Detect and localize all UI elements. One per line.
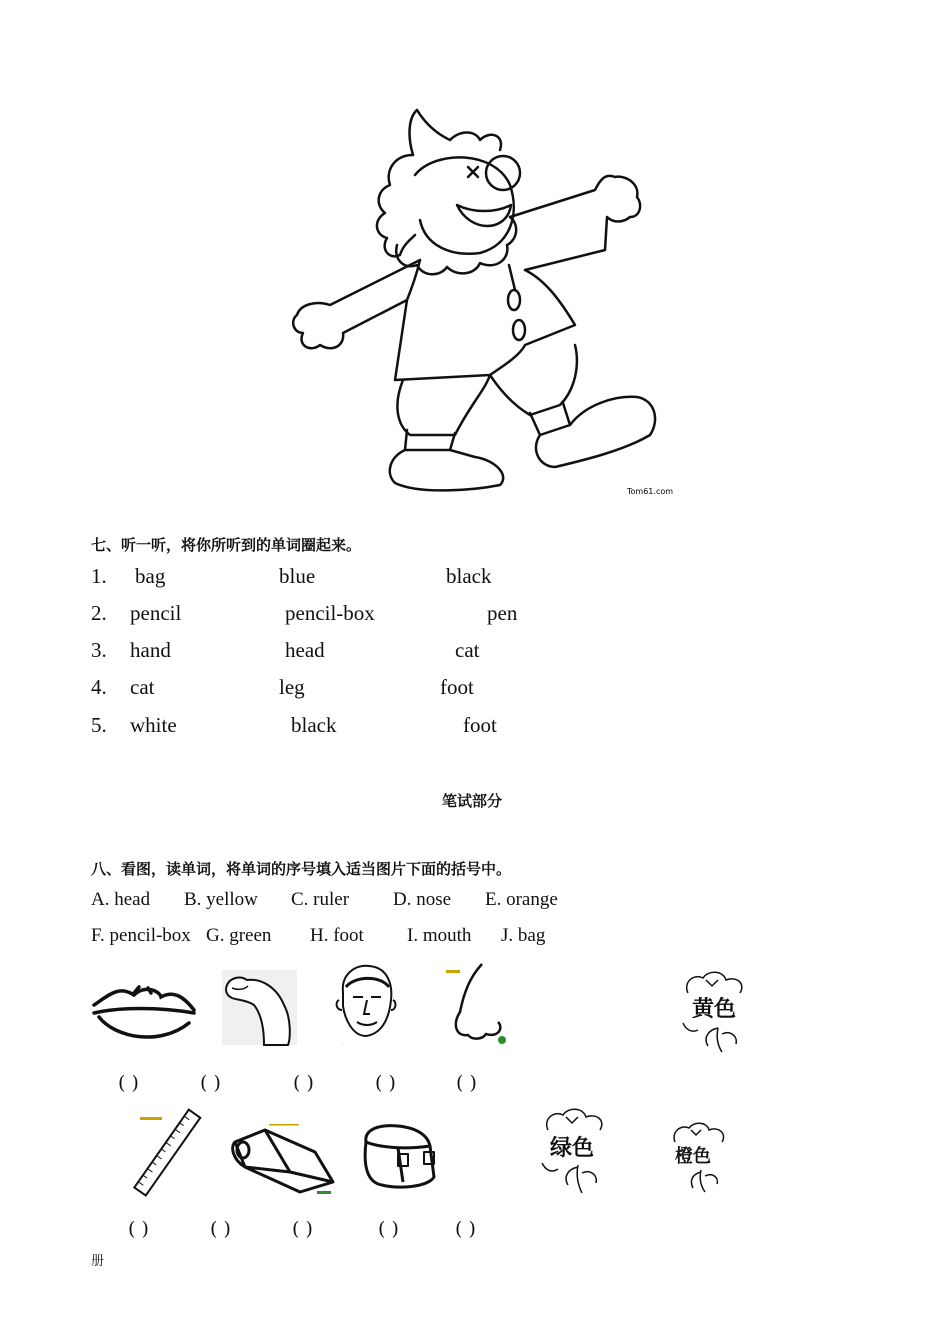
listen-word-foot[interactable]: foot bbox=[440, 675, 474, 699]
option-b: B. yellow bbox=[184, 889, 258, 910]
listen-word-blue[interactable]: blue bbox=[279, 564, 316, 588]
listen-row-4-number: 4. bbox=[91, 675, 107, 699]
answer-paren-4[interactable]: ( ) bbox=[375, 1072, 396, 1094]
footer-text: 册 bbox=[91, 1254, 105, 1269]
answer-paren-7[interactable]: ( ) bbox=[210, 1218, 231, 1240]
flower-yellow-label: 黄色 bbox=[692, 997, 737, 1022]
mouth-picture bbox=[89, 975, 199, 1045]
option-g: G. green bbox=[206, 925, 272, 946]
listen-row-5-number: 5. bbox=[91, 713, 107, 737]
listen-word-head[interactable]: head bbox=[285, 638, 325, 662]
listen-word-cat-2[interactable]: cat bbox=[130, 675, 155, 699]
written-part-title: 笔试部分 bbox=[442, 792, 503, 810]
listen-word-pencil-box[interactable]: pencil-box bbox=[285, 601, 375, 625]
listen-row-2-number: 2. bbox=[91, 601, 107, 625]
listen-word-cat[interactable]: cat bbox=[455, 638, 480, 662]
flower-green-picture bbox=[538, 1105, 618, 1195]
flower-orange-picture bbox=[667, 1120, 737, 1195]
bag-picture bbox=[358, 1122, 443, 1192]
head-picture bbox=[331, 962, 401, 1047]
option-c: C. ruler bbox=[291, 889, 350, 910]
answer-paren-2[interactable]: ( ) bbox=[200, 1072, 221, 1094]
listen-row-3-number: 3. bbox=[91, 638, 107, 662]
ruler-picture bbox=[130, 1105, 205, 1200]
answer-paren-10[interactable]: ( ) bbox=[455, 1218, 476, 1240]
nose-picture bbox=[442, 962, 522, 1047]
pencil-box-picture bbox=[225, 1122, 340, 1197]
listen-word-leg[interactable]: leg bbox=[279, 675, 305, 699]
option-i: I. mouth bbox=[407, 925, 472, 946]
svg-text:.: . bbox=[343, 1040, 345, 1045]
section7-heading: 七、听一听，将你所听到的单词圈起来。 bbox=[91, 536, 362, 554]
listen-word-pen[interactable]: pen bbox=[487, 601, 518, 625]
listen-word-black-2[interactable]: black bbox=[291, 713, 337, 737]
flower-yellow-picture bbox=[678, 968, 758, 1053]
option-a: A. head bbox=[91, 889, 151, 910]
listen-word-pencil[interactable]: pencil bbox=[130, 601, 182, 625]
listen-word-foot-2[interactable]: foot bbox=[463, 713, 497, 737]
answer-paren-1[interactable]: ( ) bbox=[118, 1072, 139, 1094]
listen-word-bag[interactable]: bag bbox=[135, 564, 166, 588]
clown-illustration bbox=[285, 105, 685, 505]
answer-paren-9[interactable]: ( ) bbox=[378, 1218, 399, 1240]
section8-heading: 八、看图，读单词，将单词的序号填入适当图片下面的括号中。 bbox=[91, 860, 512, 878]
listen-word-white[interactable]: white bbox=[130, 713, 177, 737]
clown-watermark: Tom61.com bbox=[627, 487, 674, 496]
option-j: J. bag bbox=[501, 925, 546, 946]
option-h: H. foot bbox=[310, 925, 364, 946]
answer-paren-8[interactable]: ( ) bbox=[292, 1218, 313, 1240]
option-f: F. pencil-box bbox=[91, 925, 191, 946]
flower-green-label: 绿色 bbox=[550, 1136, 595, 1161]
answer-paren-3[interactable]: ( ) bbox=[293, 1072, 314, 1094]
listen-word-black[interactable]: black bbox=[446, 564, 492, 588]
option-e: E. orange bbox=[485, 889, 558, 910]
listen-word-hand[interactable]: hand bbox=[130, 638, 171, 662]
option-d: D. nose bbox=[393, 889, 452, 910]
answer-paren-5[interactable]: ( ) bbox=[456, 1072, 477, 1094]
answer-paren-6[interactable]: ( ) bbox=[128, 1218, 149, 1240]
arm-picture bbox=[222, 970, 297, 1045]
listen-row-1-number: 1. bbox=[91, 564, 107, 588]
flower-orange-label: 橙色 bbox=[675, 1146, 711, 1167]
